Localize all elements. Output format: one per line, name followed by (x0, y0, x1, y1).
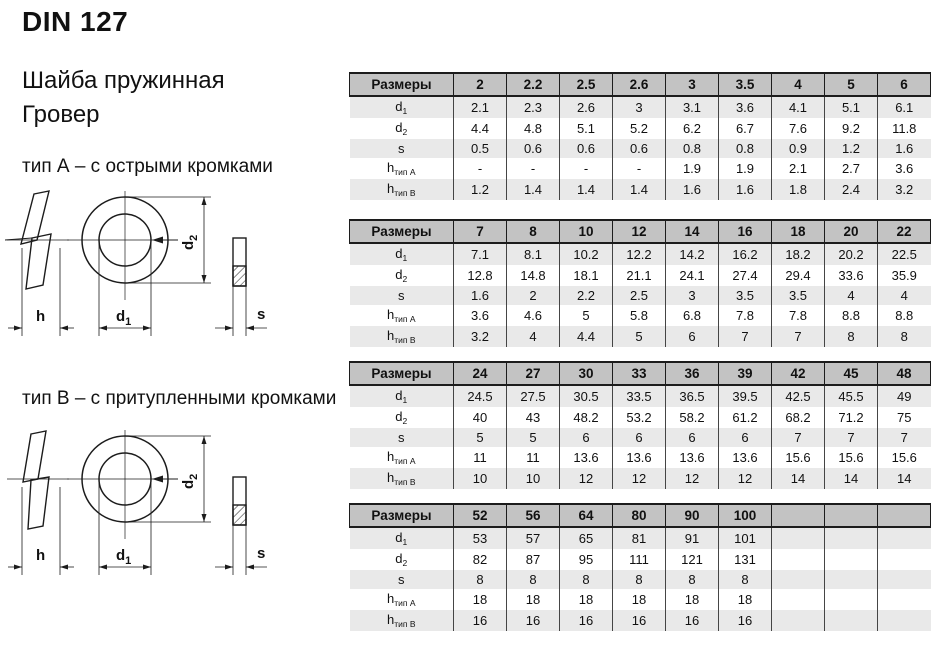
value-cell: 24.1 (666, 265, 719, 286)
size-header-cell: 10 (560, 220, 613, 243)
size-table (349, 503, 931, 631)
size-header-cell (772, 504, 825, 527)
value-cell: 3.5 (719, 286, 772, 305)
value-cell: 3.6 (878, 158, 931, 179)
size-header-cell: 90 (666, 504, 719, 527)
value-cell: 65 (560, 527, 613, 549)
table-header-row (350, 220, 931, 243)
value-cell: 12.8 (454, 265, 507, 286)
table-row (350, 549, 931, 570)
value-cell: 11.8 (878, 118, 931, 139)
value-cell: 0.6 (613, 139, 666, 158)
side-view (5, 191, 69, 289)
size-table (349, 219, 931, 347)
value-cell: 6 (719, 428, 772, 447)
value-cell: 39.5 (719, 385, 772, 407)
value-cell: 18 (560, 589, 613, 610)
value-cell: 12 (613, 468, 666, 489)
value-cell: 7 (772, 428, 825, 447)
row-label-cell: s (398, 288, 405, 303)
value-cell: 8 (666, 570, 719, 589)
value-cell: 6 (613, 428, 666, 447)
value-cell: 18.2 (772, 243, 825, 265)
value-cell (825, 589, 878, 610)
split-mark (152, 476, 163, 483)
value-cell: 3 (666, 286, 719, 305)
value-cell: 4 (825, 286, 878, 305)
size-header-cell: 3 (666, 73, 719, 96)
value-cell: 18 (454, 589, 507, 610)
value-cell: 14 (772, 468, 825, 489)
value-cell: 2 (507, 286, 560, 305)
table-row (350, 179, 931, 200)
value-cell: 11 (507, 447, 560, 468)
value-cell: 5 (454, 428, 507, 447)
value-cell: 2.1 (772, 158, 825, 179)
row-label-cell: $d_2$ (395, 409, 408, 426)
value-cell: 58.2 (666, 407, 719, 428)
table-header-row (350, 73, 931, 96)
value-cell (878, 589, 931, 610)
section-view (233, 477, 246, 525)
value-cell: 16 (666, 610, 719, 631)
value-cell: 4.6 (507, 305, 560, 326)
table-row (350, 243, 931, 265)
value-cell: 95 (560, 549, 613, 570)
size-header-cell: 4 (772, 73, 825, 96)
value-cell: 24.5 (454, 385, 507, 407)
value-cell: 0.6 (560, 139, 613, 158)
value-cell: 10.2 (560, 243, 613, 265)
row-label-cell: $d_2$ (395, 120, 408, 137)
value-cell (772, 527, 825, 549)
value-cell: 53.2 (613, 407, 666, 428)
value-cell: - (507, 158, 560, 179)
front-view (67, 430, 178, 539)
value-cell: 2.5 (613, 286, 666, 305)
value-cell: 13.6 (613, 447, 666, 468)
value-cell: 43 (507, 407, 560, 428)
value-cell: 5.2 (613, 118, 666, 139)
sizes-corner-cell: Размеры (350, 504, 454, 527)
value-cell: 7.8 (772, 305, 825, 326)
value-cell: 9.2 (825, 118, 878, 139)
row-label-cell: $h_{тип В}$ (386, 612, 416, 629)
value-cell: 2.3 (507, 96, 560, 118)
size-table (349, 361, 931, 489)
sizes-corner-cell: Размеры (350, 362, 454, 385)
value-cell: 7.1 (454, 243, 507, 265)
row-label-cell: s (398, 141, 405, 156)
front-view (67, 191, 178, 300)
tables-column (349, 72, 931, 645)
value-cell (772, 549, 825, 570)
value-cell: 8 (613, 570, 666, 589)
value-cell: 6.7 (719, 118, 772, 139)
value-cell: 5.8 (613, 305, 666, 326)
value-cell: 7 (878, 428, 931, 447)
value-cell: 33.6 (825, 265, 878, 286)
value-cell (772, 610, 825, 631)
value-cell: 15.6 (772, 447, 825, 468)
table-row (350, 610, 931, 631)
value-cell: 40 (454, 407, 507, 428)
value-cell: 6 (560, 428, 613, 447)
size-header-cell: 18 (772, 220, 825, 243)
size-header-cell: 12 (613, 220, 666, 243)
size-header-cell: 80 (613, 504, 666, 527)
h-dim-label: h (36, 547, 46, 564)
value-cell: 7.8 (719, 305, 772, 326)
value-cell: 30.5 (560, 385, 613, 407)
type-b-caption: тип В – с притупленными кромками (22, 388, 337, 409)
size-header-cell: 16 (719, 220, 772, 243)
s-dim-label: s (257, 306, 266, 323)
size-header-cell: 2.5 (560, 73, 613, 96)
value-cell: 12 (719, 468, 772, 489)
value-cell: 1.6 (878, 139, 931, 158)
value-cell: 53 (454, 527, 507, 549)
table-row (350, 447, 931, 468)
value-cell: 87 (507, 549, 560, 570)
value-cell: 18 (666, 589, 719, 610)
value-cell (772, 570, 825, 589)
s-dim-label: s (257, 545, 266, 562)
value-cell: 13.6 (560, 447, 613, 468)
value-cell (772, 589, 825, 610)
value-cell: 3.1 (666, 96, 719, 118)
table-row (350, 407, 931, 428)
value-cell (878, 570, 931, 589)
value-cell (825, 610, 878, 631)
value-cell: 18 (613, 589, 666, 610)
size-header-cell: 2.2 (507, 73, 560, 96)
size-header-cell: 14 (666, 220, 719, 243)
value-cell: 12 (666, 468, 719, 489)
size-header-cell: 100 (719, 504, 772, 527)
size-header-cell: 52 (454, 504, 507, 527)
size-header-cell: 5 (825, 73, 878, 96)
value-cell: 16 (507, 610, 560, 631)
value-cell: 3 (613, 96, 666, 118)
value-cell: 1.6 (719, 179, 772, 200)
type-a-caption: тип А – с острыми кромками (22, 156, 273, 177)
table-header-row (350, 504, 931, 527)
value-cell: 16 (613, 610, 666, 631)
value-cell: 1.2 (454, 179, 507, 200)
value-cell: - (454, 158, 507, 179)
row-label-cell: $d_2$ (395, 551, 408, 568)
row-label-cell: $d_1$ (395, 530, 408, 547)
value-cell: - (613, 158, 666, 179)
value-cell: 4.4 (454, 118, 507, 139)
value-cell: 14.2 (666, 243, 719, 265)
value-cell: 35.9 (878, 265, 931, 286)
value-cell: 8.1 (507, 243, 560, 265)
value-cell: 4.1 (772, 96, 825, 118)
value-cell: 68.2 (772, 407, 825, 428)
value-cell: 4.4 (560, 326, 613, 347)
row-label-cell: $d_1$ (395, 246, 408, 263)
value-cell (878, 549, 931, 570)
size-header-cell: 45 (825, 362, 878, 385)
size-header-cell: 20 (825, 220, 878, 243)
value-cell: 7 (825, 428, 878, 447)
value-cell: 7.6 (772, 118, 825, 139)
value-cell: 8.8 (825, 305, 878, 326)
value-cell: 8 (560, 570, 613, 589)
size-header-cell: 42 (772, 362, 825, 385)
value-cell: 3.6 (719, 96, 772, 118)
value-cell: 8 (719, 570, 772, 589)
value-cell: 6 (666, 428, 719, 447)
d2-dim-label: $d_2$ (180, 473, 200, 489)
value-cell: 6 (666, 326, 719, 347)
value-cell: 6.2 (666, 118, 719, 139)
size-header-cell: 64 (560, 504, 613, 527)
d1-dim-label: $d_1$ (116, 308, 132, 328)
value-cell: 61.2 (719, 407, 772, 428)
value-cell: 14.8 (507, 265, 560, 286)
value-cell: 1.6 (666, 179, 719, 200)
value-cell: 18 (507, 589, 560, 610)
product-name (22, 64, 225, 132)
split-mark (152, 237, 163, 244)
value-cell: 45.5 (825, 385, 878, 407)
value-cell: 5 (560, 305, 613, 326)
size-header-cell: 8 (507, 220, 560, 243)
value-cell: 1.4 (560, 179, 613, 200)
size-header-cell: 3.5 (719, 73, 772, 96)
value-cell: 8 (825, 326, 878, 347)
row-label-cell: $h_{тип В}$ (386, 181, 416, 198)
size-header-cell: 24 (454, 362, 507, 385)
value-cell: 8 (454, 570, 507, 589)
value-cell: 13.6 (666, 447, 719, 468)
value-cell: 16 (454, 610, 507, 631)
value-cell: 15.6 (878, 447, 931, 468)
value-cell (825, 570, 878, 589)
value-cell: 8 (507, 570, 560, 589)
table-row (350, 468, 931, 489)
value-cell: 1.6 (454, 286, 507, 305)
value-cell: 8.8 (878, 305, 931, 326)
row-label-cell: $h_{тип А}$ (386, 160, 416, 177)
table-row (350, 589, 931, 610)
size-header-cell: 2 (454, 73, 507, 96)
table-row (350, 286, 931, 305)
size-header-cell: 56 (507, 504, 560, 527)
row-label-cell: $h_{тип А}$ (386, 449, 416, 466)
table-row (350, 96, 931, 118)
size-table (349, 72, 931, 200)
value-cell: 0.5 (454, 139, 507, 158)
size-header-cell (878, 504, 931, 527)
size-header-cell: 22 (878, 220, 931, 243)
value-cell: 5.1 (825, 96, 878, 118)
value-cell: 4 (507, 326, 560, 347)
value-cell: 18.1 (560, 265, 613, 286)
value-cell: 5 (613, 326, 666, 347)
value-cell: 5.1 (560, 118, 613, 139)
value-cell: 111 (613, 549, 666, 570)
table-row (350, 428, 931, 447)
size-header-cell: 2.6 (613, 73, 666, 96)
value-cell: 15.6 (825, 447, 878, 468)
table-row (350, 570, 931, 589)
type-b-drawing (5, 427, 285, 585)
value-cell: 12.2 (613, 243, 666, 265)
row-label-cell: $h_{тип В}$ (386, 328, 416, 345)
value-cell: 2.6 (560, 96, 613, 118)
value-cell: 71.2 (825, 407, 878, 428)
value-cell: 36.5 (666, 385, 719, 407)
page-title: DIN 127 (22, 6, 129, 37)
size-header-cell: 33 (613, 362, 666, 385)
value-cell: 91 (666, 527, 719, 549)
value-cell: 101 (719, 527, 772, 549)
type-a-drawing (5, 188, 285, 346)
section-view (233, 238, 246, 286)
product-name-line2: Гровер (22, 101, 100, 128)
value-cell: 4.8 (507, 118, 560, 139)
value-cell: 13.6 (719, 447, 772, 468)
sizes-corner-cell: Размеры (350, 73, 454, 96)
size-header-cell: 27 (507, 362, 560, 385)
table-row (350, 158, 931, 179)
value-cell: 2.7 (825, 158, 878, 179)
value-cell: 33.5 (613, 385, 666, 407)
d2-dim-label: $d_2$ (180, 234, 200, 250)
h-dim-label: h (36, 308, 46, 325)
value-cell: 1.9 (666, 158, 719, 179)
value-cell: 27.4 (719, 265, 772, 286)
size-header-cell: 7 (454, 220, 507, 243)
table-row (350, 265, 931, 286)
value-cell: 81 (613, 527, 666, 549)
table-row (350, 139, 931, 158)
value-cell: 1.9 (719, 158, 772, 179)
size-header-cell: 48 (878, 362, 931, 385)
size-header-cell (825, 504, 878, 527)
value-cell: 121 (666, 549, 719, 570)
value-cell: 6.1 (878, 96, 931, 118)
value-cell: 49 (878, 385, 931, 407)
value-cell: 131 (719, 549, 772, 570)
row-label-cell: $h_{тип В}$ (386, 470, 416, 487)
value-cell: 11 (454, 447, 507, 468)
value-cell: 75 (878, 407, 931, 428)
value-cell: 16.2 (719, 243, 772, 265)
table-row (350, 326, 931, 347)
value-cell: 0.9 (772, 139, 825, 158)
row-label-cell: $d_2$ (395, 267, 408, 284)
value-cell (878, 610, 931, 631)
size-header-cell: 39 (719, 362, 772, 385)
value-cell: 57 (507, 527, 560, 549)
sizes-corner-cell: Размеры (350, 220, 454, 243)
value-cell (825, 527, 878, 549)
value-cell: 7 (772, 326, 825, 347)
value-cell: 82 (454, 549, 507, 570)
value-cell: 2.4 (825, 179, 878, 200)
value-cell: 7 (719, 326, 772, 347)
value-cell: 22.5 (878, 243, 931, 265)
value-cell: 20.2 (825, 243, 878, 265)
table-row (350, 385, 931, 407)
value-cell: 1.4 (507, 179, 560, 200)
product-name-line1: Шайба пружинная (22, 67, 225, 94)
row-label-cell: s (398, 430, 405, 445)
value-cell: 2.2 (560, 286, 613, 305)
left-column (0, 0, 345, 589)
value-cell: 0.8 (719, 139, 772, 158)
value-cell: 16 (719, 610, 772, 631)
value-cell (825, 549, 878, 570)
value-cell: 18 (719, 589, 772, 610)
value-cell: 12 (560, 468, 613, 489)
value-cell: 3.6 (454, 305, 507, 326)
value-cell: 10 (507, 468, 560, 489)
value-cell: 29.4 (772, 265, 825, 286)
value-cell: 1.2 (825, 139, 878, 158)
value-cell: 14 (878, 468, 931, 489)
table-row (350, 118, 931, 139)
value-cell: 8 (878, 326, 931, 347)
value-cell: - (560, 158, 613, 179)
value-cell: 14 (825, 468, 878, 489)
value-cell: 5 (507, 428, 560, 447)
table-row (350, 305, 931, 326)
row-label-cell: $h_{тип А}$ (386, 307, 416, 324)
value-cell: 4 (878, 286, 931, 305)
size-header-cell: 6 (878, 73, 931, 96)
row-label-cell: $d_1$ (395, 99, 408, 116)
size-header-cell: 36 (666, 362, 719, 385)
value-cell: 3.2 (454, 326, 507, 347)
value-cell: 2.1 (454, 96, 507, 118)
table-header-row (350, 362, 931, 385)
value-cell (878, 527, 931, 549)
value-cell: 0.8 (666, 139, 719, 158)
value-cell: 3.5 (772, 286, 825, 305)
value-cell: 0.6 (507, 139, 560, 158)
row-label-cell: $d_1$ (395, 388, 408, 405)
value-cell: 42.5 (772, 385, 825, 407)
value-cell: 21.1 (613, 265, 666, 286)
size-header-cell: 30 (560, 362, 613, 385)
d1-dim-label: $d_1$ (116, 547, 132, 567)
table-row (350, 527, 931, 549)
value-cell: 3.2 (878, 179, 931, 200)
row-label-cell: s (398, 572, 405, 587)
value-cell: 16 (560, 610, 613, 631)
value-cell: 1.4 (613, 179, 666, 200)
value-cell: 27.5 (507, 385, 560, 407)
row-label-cell: $h_{тип А}$ (386, 591, 416, 608)
value-cell: 6.8 (666, 305, 719, 326)
value-cell: 1.8 (772, 179, 825, 200)
value-cell: 48.2 (560, 407, 613, 428)
value-cell: 10 (454, 468, 507, 489)
